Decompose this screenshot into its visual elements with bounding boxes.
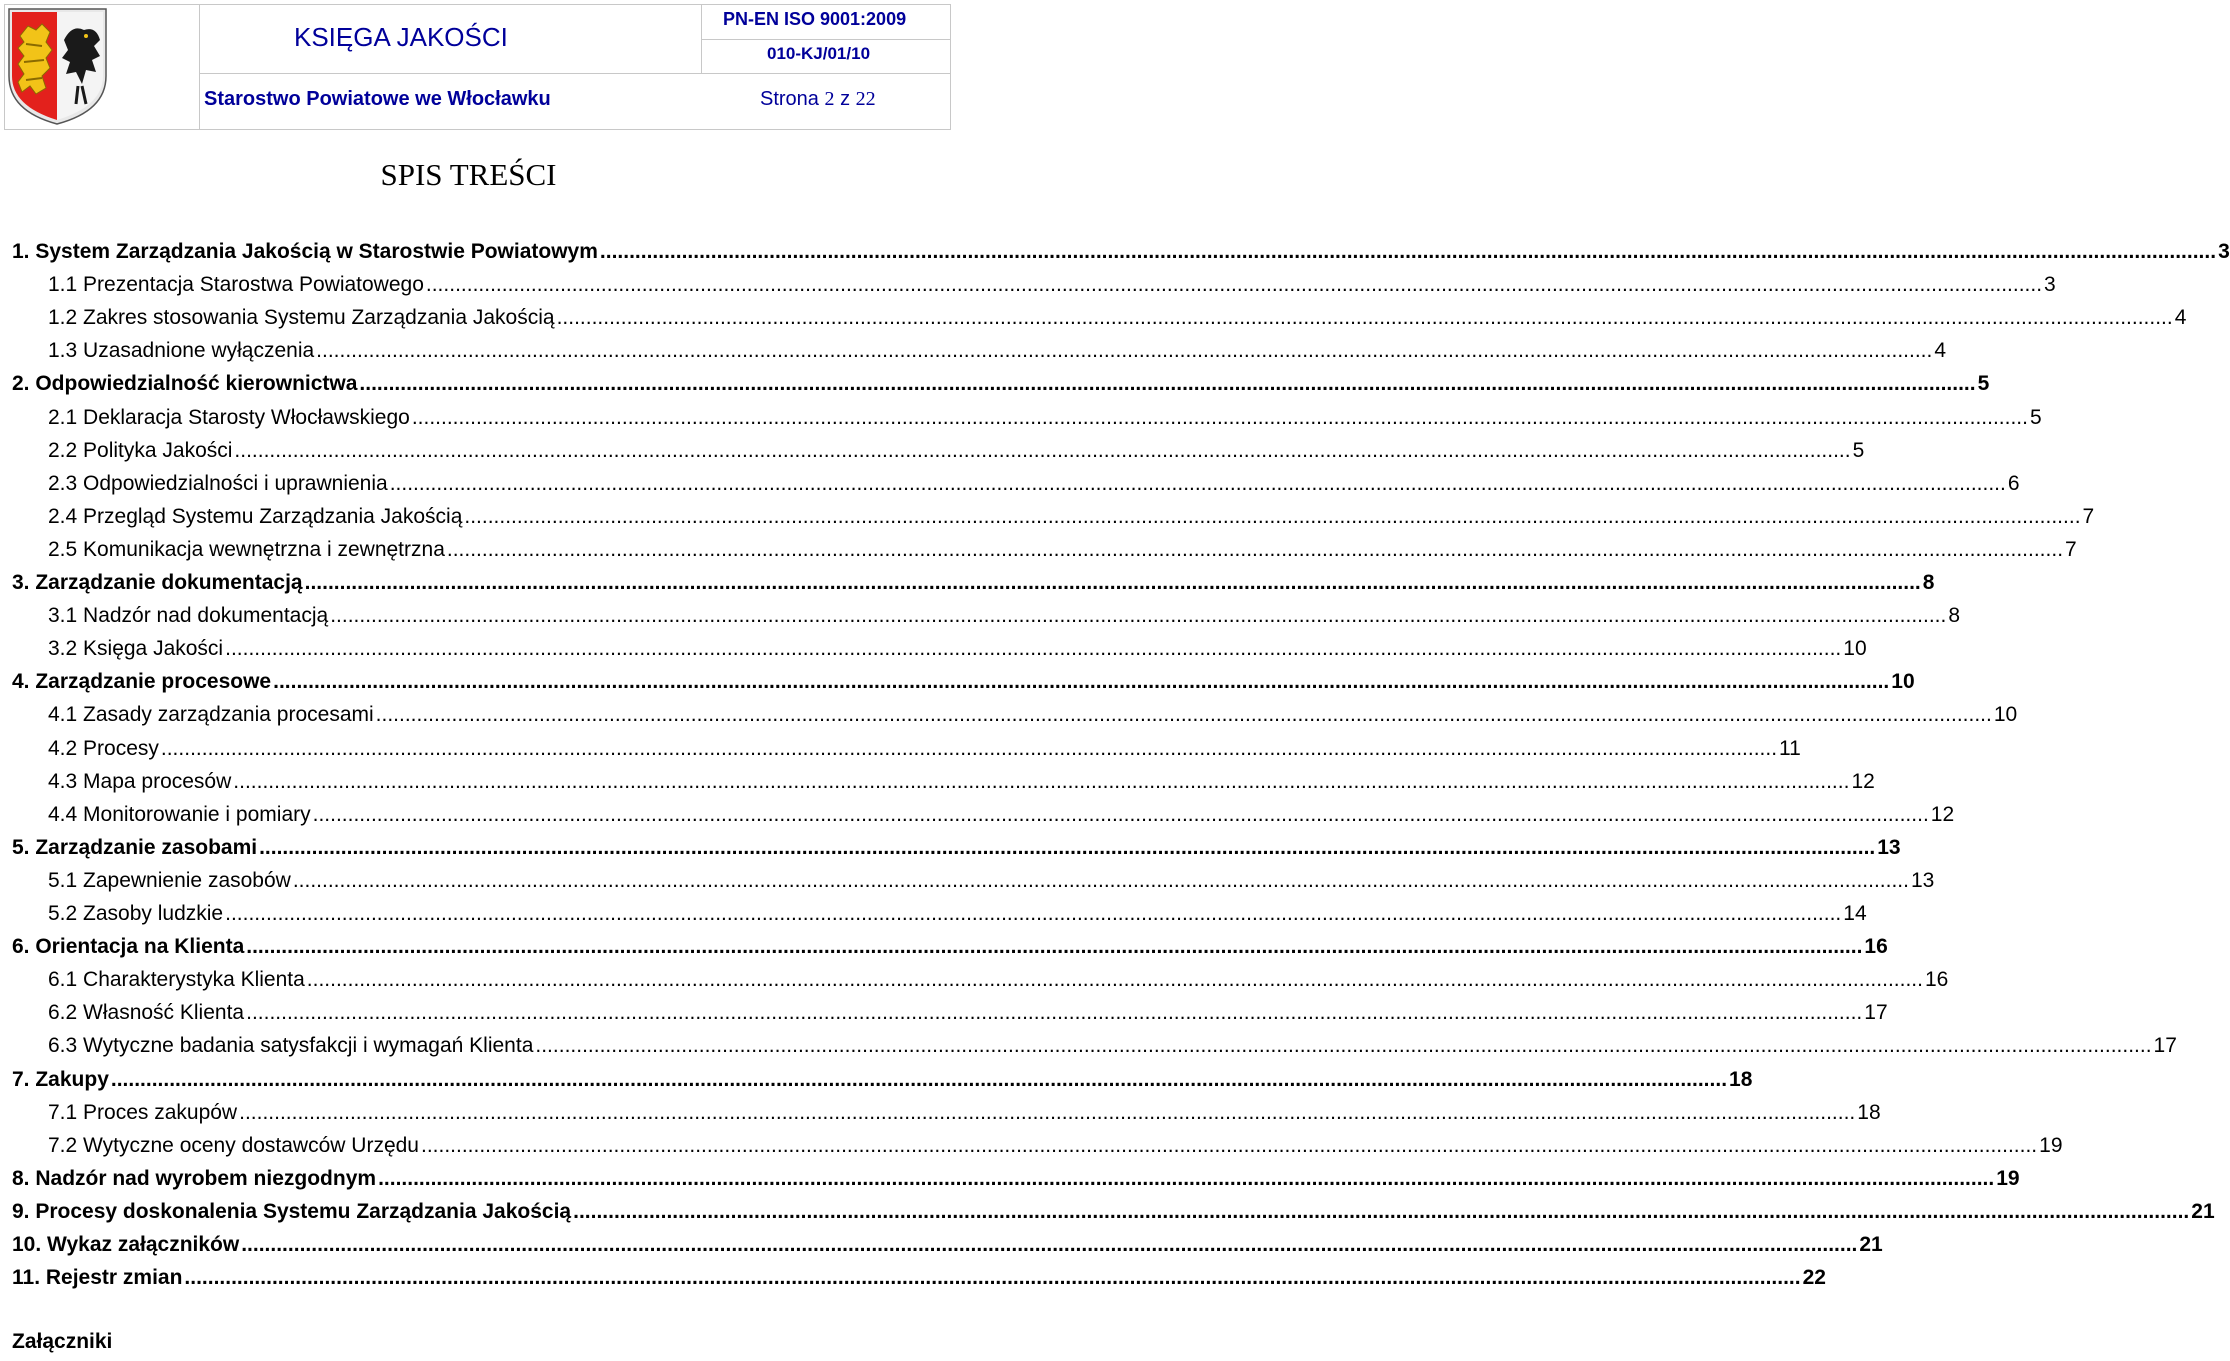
toc-entry-label: 8. Nadzór nad wyrobem niezgodnym	[12, 1166, 377, 1190]
toc-entry-page: 10	[1993, 703, 2018, 727]
toc-leader-dots	[246, 934, 1862, 960]
toc-leader-dots	[259, 835, 1875, 861]
toc-entry-page: 22	[1802, 1266, 1826, 1290]
toc-entry[interactable]	[48, 1026, 2177, 1059]
toc-entry-page: 19	[2039, 1133, 2063, 1157]
toc-entry[interactable]	[12, 662, 1915, 695]
toc-entry-page: 3	[2044, 273, 2056, 297]
toc-leader-dots	[161, 736, 1777, 762]
toc-entry[interactable]	[12, 1225, 1883, 1258]
toc-leader-dots	[241, 1232, 1857, 1258]
toc-entry-label: 1.1 Prezentacja Starostwa Powiatowego	[48, 273, 424, 297]
toc-entry-label: 4.2 Procesy	[48, 736, 159, 760]
toc-entry-page: 5	[1977, 372, 1990, 396]
toc-title: SPIS TREŚCI	[380, 157, 557, 192]
organization-name: Starostwo Powiatowe we Włocławku	[204, 88, 551, 110]
document-title: KSIĘGA JAKOŚCI	[294, 22, 508, 52]
toc-leader-dots	[234, 438, 1850, 464]
toc-leader-dots	[233, 769, 1849, 795]
toc-entry-label: 6. Orientacja na Klienta	[12, 935, 245, 959]
toc-entry-label: 5.1 Zapewnienie zasobów	[48, 868, 291, 892]
toc-entry-page: 16	[1924, 968, 1949, 992]
toc-entry-page: 16	[1864, 935, 1888, 959]
toc-leader-dots	[225, 636, 1841, 662]
toc-leader-dots	[330, 603, 1946, 629]
toc-entry-label: 6.3 Wytyczne badania satysfakcji i wymagań Klienta	[48, 1034, 534, 1058]
toc-entry-label: 2. Odpowiedzialność kierownictwa	[12, 372, 358, 396]
toc-entry[interactable]	[48, 960, 1949, 993]
toc-entry[interactable]	[12, 563, 1935, 596]
toc-entry[interactable]	[48, 265, 2056, 298]
toc-leader-dots	[111, 1067, 1727, 1093]
toc-entry-page: 4	[1934, 339, 1947, 363]
toc-entry-page: 17	[1864, 1001, 1888, 1025]
document-code: 010-KJ/01/10	[767, 44, 871, 63]
toc-leader-dots	[273, 669, 1889, 695]
toc-entry-page: 10	[1843, 637, 1867, 661]
toc-leader-dots	[535, 1033, 2151, 1059]
toc-entry[interactable]	[12, 1258, 1826, 1291]
coat-of-arms-icon	[6, 6, 109, 126]
toc-entry[interactable]	[48, 894, 1867, 927]
toc-entry[interactable]	[48, 861, 1935, 894]
toc-entry[interactable]	[48, 1093, 1881, 1126]
toc-entry[interactable]	[12, 828, 1901, 861]
toc-entry[interactable]	[48, 331, 1947, 364]
toc-entry-page: 21	[2191, 1199, 2215, 1223]
toc-entry-page: 19	[1996, 1166, 2020, 1190]
toc-entry-label: 6.1 Charakterystyka Klienta	[48, 968, 305, 992]
toc-leader-dots	[557, 305, 2173, 331]
toc-entry-page: 12	[1930, 802, 1955, 826]
toc-entry-page: 11	[1779, 736, 1801, 760]
toc-entry[interactable]	[48, 298, 2187, 331]
toc-leader-dots	[421, 1133, 2037, 1159]
attachments-heading: Załączniki	[12, 1330, 113, 1353]
toc-entry[interactable]	[12, 232, 2230, 265]
toc-entry-label: 7. Zakupy	[12, 1067, 109, 1091]
toc-entry[interactable]	[48, 431, 1865, 464]
toc-entry-page: 21	[1859, 1233, 1883, 1256]
toc-entry[interactable]	[48, 1126, 2063, 1159]
toc-entry-label: 10. Wykaz załączników	[12, 1233, 240, 1256]
toc-entry[interactable]	[48, 795, 1955, 828]
toc-entry-label: 5.2 Zasoby ludzkie	[48, 902, 224, 925]
standard-reference: PN-EN ISO 9001:2009	[723, 9, 907, 29]
toc-leader-dots	[412, 405, 2028, 431]
toc-entry-label: 2.4 Przegląd Systemu Zarządzania Jakością	[48, 504, 463, 528]
toc-leader-dots	[447, 537, 2063, 563]
toc-entry-page: 4	[2174, 306, 2187, 330]
toc-entry-page: 5	[2029, 405, 2042, 429]
toc-leader-dots	[378, 1166, 1994, 1192]
toc-entry[interactable]	[12, 1192, 2215, 1225]
toc-leader-dots	[464, 504, 2080, 530]
toc-entry[interactable]	[12, 927, 1888, 960]
toc-entry-label: 1. System Zarządzania Jakością w Starostwie Powiatowym	[12, 240, 598, 263]
toc-entry-page: 13	[1910, 868, 1935, 892]
toc-entry-label: 2.1 Deklaracja Starosty Włocławskiego	[48, 405, 410, 429]
toc-entry-page: 6	[2007, 471, 2020, 495]
toc-entry[interactable]	[12, 1159, 2020, 1192]
toc-leader-dots	[376, 702, 1992, 728]
toc-entry-label: 7.1 Proces zakupów	[48, 1100, 238, 1124]
toc-entry[interactable]	[48, 530, 2077, 563]
toc-leader-dots	[307, 967, 1923, 993]
toc-entry-label: 4.1 Zasady zarządzania procesami	[48, 703, 374, 727]
toc-leader-dots	[225, 901, 1841, 927]
toc-entry-page: 7	[2065, 537, 2077, 561]
toc-entry-label: 11. Rejestr zmian	[12, 1266, 183, 1290]
toc-entry-label: 4.4 Monitorowanie i pomiary	[48, 802, 311, 826]
toc-entry-page: 13	[1877, 835, 1901, 859]
toc-leader-dots	[184, 1265, 1800, 1291]
toc-entry-label: 4.3 Mapa procesów	[48, 769, 232, 793]
toc-entry-label: 2.2 Polityka Jakości	[48, 438, 233, 462]
toc-entry[interactable]	[12, 364, 1990, 397]
toc-entry[interactable]	[48, 398, 2042, 431]
toc-entry[interactable]	[48, 762, 1875, 795]
toc-leader-dots	[293, 868, 1909, 894]
toc-entry-label: 9. Procesy doskonalenia Systemu Zarządzania Jakością	[12, 1199, 572, 1223]
page-counter	[760, 88, 876, 111]
page-total: 22	[855, 88, 876, 110]
toc-leader-dots	[426, 272, 2042, 298]
toc-entry[interactable]	[48, 729, 1801, 762]
toc-entry-label: 3.2 Księga Jakości	[48, 637, 224, 661]
toc-leader-dots	[239, 1100, 1855, 1126]
toc-leader-dots	[313, 802, 1929, 828]
toc-entry-label: 1.2 Zakres stosowania Systemu Zarządzania Jakością	[48, 306, 555, 330]
toc-leader-dots	[305, 570, 1921, 596]
toc-leader-dots	[390, 471, 2006, 497]
toc-entry-label: 2.5 Komunikacja wewnętrzna i zewnętrzna	[48, 537, 445, 561]
toc-entry-label: 4. Zarządzanie procesowe	[12, 670, 272, 694]
toc-leader-dots	[573, 1199, 2189, 1225]
toc-entry-label: 3.1 Nadzór nad dokumentacją	[48, 604, 329, 628]
toc-entry-page: 7	[2082, 504, 2095, 528]
toc-entry-label: 3. Zarządzanie dokumentacją	[12, 571, 303, 594]
page-prefix: Strona	[760, 88, 819, 110]
page-current: 2	[824, 88, 835, 110]
toc-entry-label: 7.2 Wytyczne oceny dostawców Urzędu	[48, 1133, 419, 1157]
toc-entry-label: 2.3 Odpowiedzialności i uprawnienia	[48, 471, 388, 495]
toc-entry-page: 18	[1857, 1100, 1881, 1124]
toc-entry-page: 3	[2218, 240, 2230, 263]
toc-leader-dots	[316, 338, 1932, 364]
toc-entry-label: 6.2 Własność Klienta	[48, 1001, 245, 1025]
toc-entry[interactable]	[48, 629, 1867, 662]
toc-entry[interactable]	[48, 497, 2095, 530]
toc-entry-page: 17	[2153, 1034, 2177, 1058]
toc-entry-page: 5	[1852, 438, 1865, 462]
toc-entry-page: 14	[1843, 902, 1867, 925]
toc-entry-page: 12	[1851, 769, 1875, 793]
toc-entry-page: 10	[1891, 670, 1915, 694]
toc-entry-label: 5. Zarządzanie zasobami	[12, 835, 258, 859]
toc-leader-dots	[600, 239, 2216, 265]
toc-entry-page: 8	[1948, 604, 1961, 628]
toc-entry[interactable]	[48, 464, 2020, 497]
toc-entry[interactable]	[48, 596, 1961, 629]
toc-entry[interactable]	[48, 695, 2018, 728]
toc-entry-page: 8	[1922, 571, 1935, 594]
page-separator: z	[840, 88, 851, 110]
toc-entry[interactable]	[48, 993, 1888, 1026]
toc-entry[interactable]	[12, 1060, 1753, 1093]
toc-leader-dots	[246, 1000, 1862, 1026]
toc-entry-label: 1.3 Uzasadnione wyłączenia	[48, 339, 315, 363]
toc-entry-page: 18	[1729, 1067, 1753, 1091]
toc-leader-dots	[359, 371, 1975, 397]
